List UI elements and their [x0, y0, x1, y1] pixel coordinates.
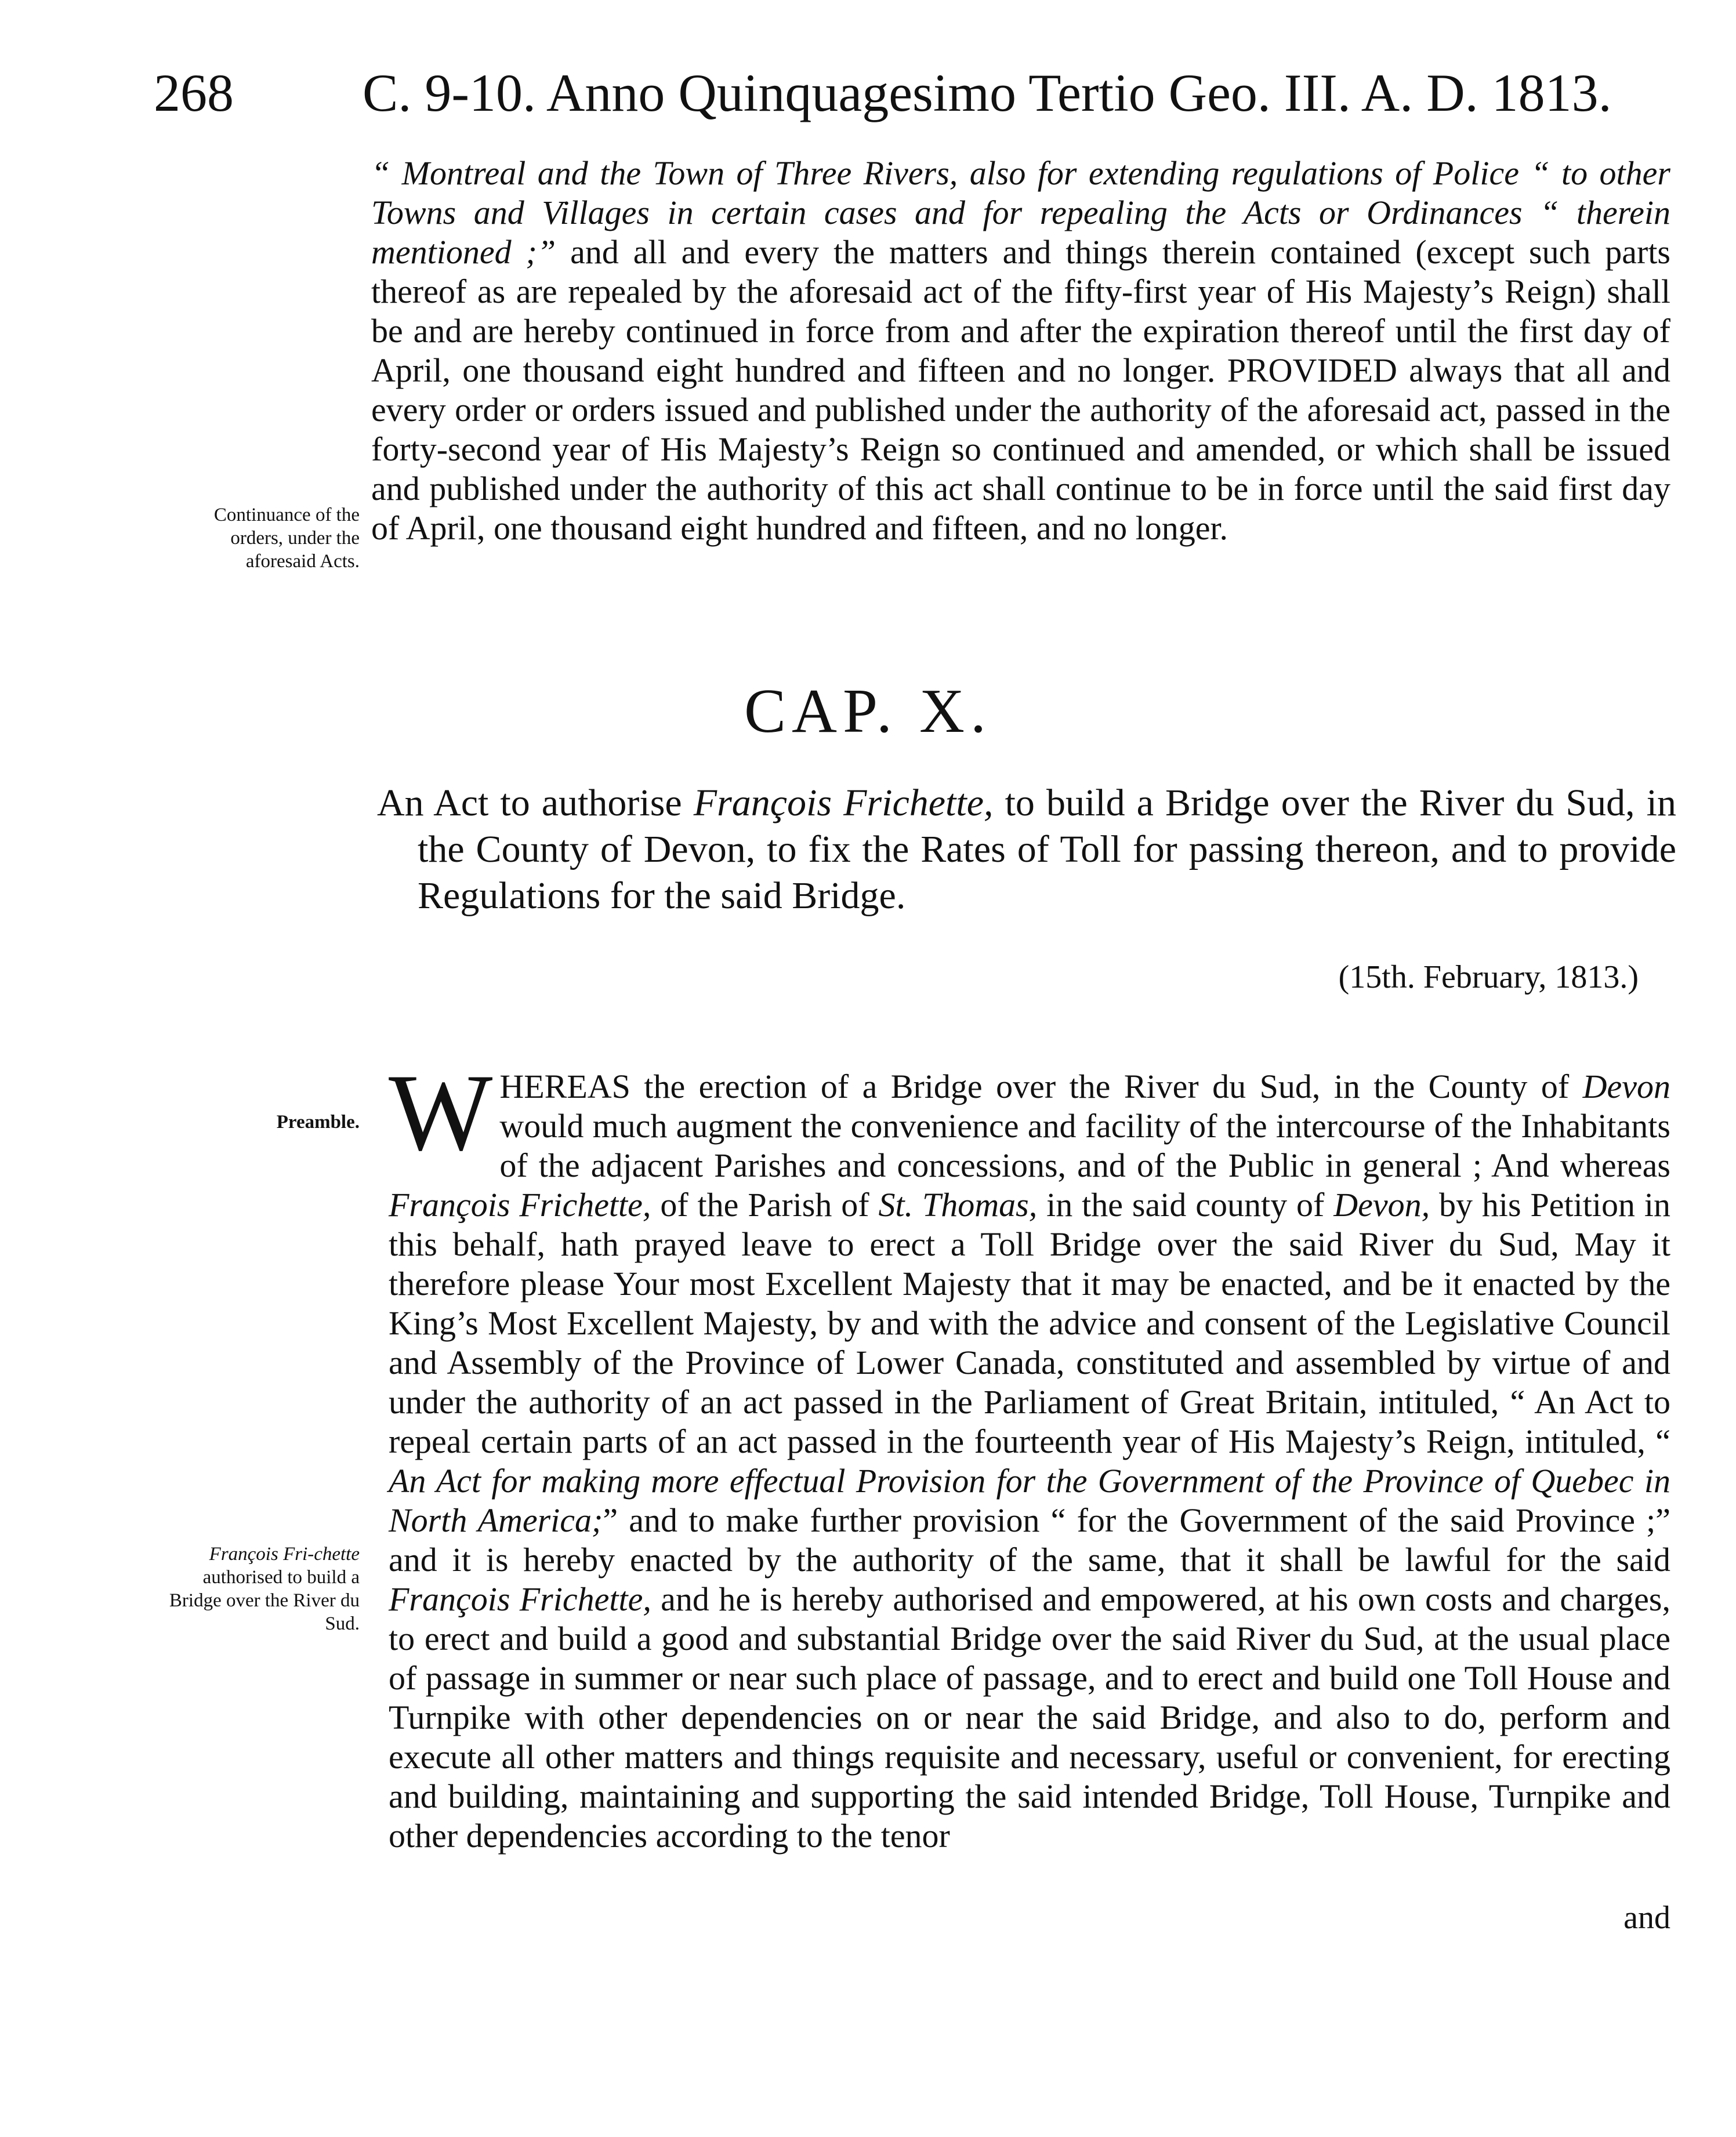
body-text-4: in the said county of: [1037, 1186, 1334, 1224]
quoted-title-line-1: “ Montreal and the Town of Three Rivers, also for extending regulations of Police: [371, 154, 1519, 192]
body-text-1: HEREAS the erection of a Bridge over the River du Sud, in the County of: [499, 1068, 1583, 1105]
act-title-end: to build a Bridge over the River du Sud, in the County of Devon, to fix the Rates of Toll for passing thereon, and to provide Regulations for the said Bridge.: [418, 782, 1677, 917]
quoted-title-line-2: “ to other Towns and Villages in certain cases and for repealing the Acts or Ordinances: [371, 154, 1670, 231]
running-title: C. 9-10. Anno Quinquagesimo Tertio Geo. III. A. D. 1813.: [363, 63, 1612, 122]
body-text-2: would much augment the convenience and facility of the intercourse of the Inhabitants of the adjacent Parishes and concessions, and of the Public in general ; And whereas: [499, 1107, 1670, 1184]
act-date: (15th. February, 1813.): [1338, 959, 1639, 995]
page-number: 268: [154, 63, 234, 122]
margin-note-preamble: Preamble.: [276, 1112, 360, 1133]
chapter-title: CAP. X.: [744, 677, 992, 746]
act-title-start: An Act to authorise: [377, 782, 694, 824]
body-name-2: François Frichette,: [389, 1580, 651, 1618]
margin-note-frichette-text: authorised to build a Bridge over the River du Sud.: [169, 1567, 360, 1634]
continuation-text: and all and every the matters and things therein contained (except such parts thereof as are repealed by the aforesaid act of the fifty-first year of His Majesty’s Reign) shall be and are hereby continued in force from and after the expiration thereof until the first day of April, one thousand eight hundred and fifteen and no longer. PROVIDED always that all and every order or orders issued and published under the authority of the aforesaid act, passed in the forty-second year of His Majesty’s Reign so continued and amended, or which shall be issued and published under the authority of this act shall continue to be in force until the said first day of April, one thousand eight hundred and fifteen, and no longer.: [371, 233, 1671, 547]
continuation-paragraph: [371, 154, 1670, 548]
quoted-title-line-3: “ therein mentioned ;”: [371, 194, 1671, 271]
margin-note-continuance: Continuance of the orders, under the aforesaid Acts.: [213, 505, 360, 572]
body-text-6: ” and to make further provision “ for the Government of the said Province ;” and it is hereby enacted by the authority of the same, that it shall be lawful for the said: [389, 1501, 1671, 1579]
body-devon-2: Devon,: [1333, 1186, 1430, 1224]
body-text-3: of the Parish of: [651, 1186, 879, 1224]
margin-note-frichette-name: François Fri-chette: [209, 1544, 360, 1565]
act-title-name: François Frichette,: [693, 782, 994, 824]
catchword: and: [1623, 1900, 1670, 1936]
body-text-7: and he is hereby authorised and empowered, at his own costs and charges, to erect and build a good and substantial Bridge over the said River du Sud, at the usual place of passage in summer or near such place of passage, and to erect and build one Toll House and Turnpike with other dependencies on or near the said Bridge, and also to do, perform and execute all other matters and things requisite and necessary, useful or convenient, for erecting and building, maintaining and supporting the said intended Bridge, Toll House, Turnpike and other dependencies according to the tenor: [389, 1580, 1670, 1855]
drop-cap: W: [389, 1052, 493, 1174]
preamble-paragraph: [389, 1052, 1671, 1856]
body-name-1: François Frichette,: [389, 1186, 651, 1224]
act-title: [377, 780, 1676, 919]
body-text-5: by his Petition in this behalf, hath prayed leave to erect a Toll Bridge over the said River du Sud, May it therefore please Your most Excellent Majesty that it may be enacted, and be it enacted by the King’s Most Excellent Majesty, by and with the advice and consent of the Legislative Council and Assembly of the Province of Lower Canada, constituted and assembled by virtue of and under the authority of an act passed in the Parliament of Great Britain, intituled, “ An Act to repeal certain parts of an act passed in the fourteenth year of His Majesty’s Reign, intituled, “: [389, 1186, 1670, 1460]
body-st-thomas: St. Thomas,: [878, 1186, 1038, 1224]
margin-note-frichette: [157, 1543, 360, 1635]
running-header: [154, 61, 1662, 125]
body-inner-title: An Act for making more effectual Provision for the Government of the Province of Quebec in North America;: [389, 1462, 1670, 1539]
body-devon-1: Devon: [1582, 1068, 1670, 1105]
